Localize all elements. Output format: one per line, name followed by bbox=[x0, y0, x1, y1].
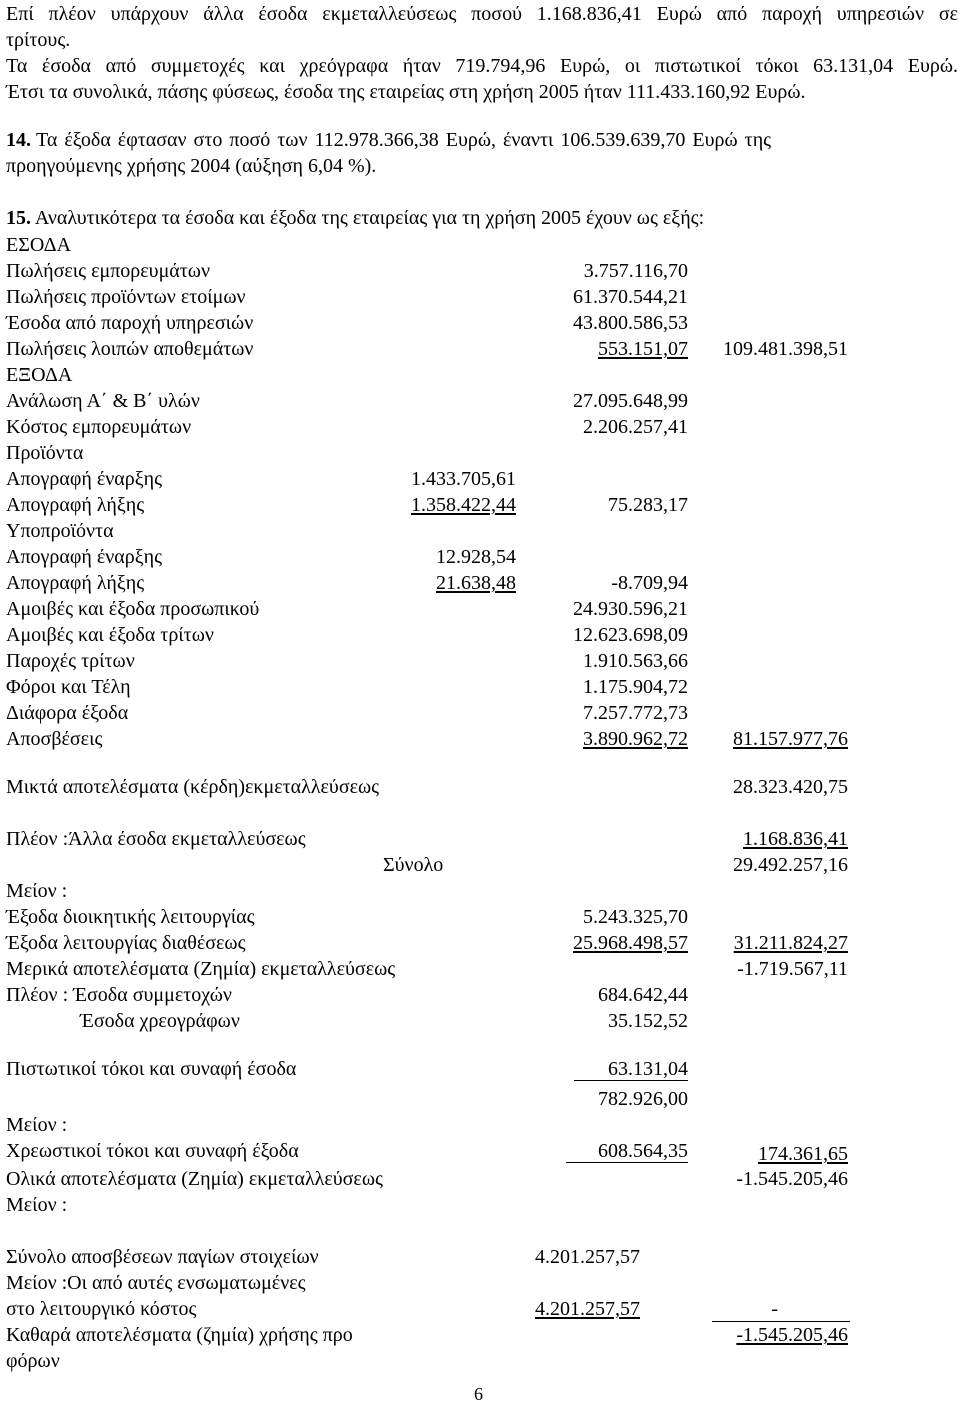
value: 782.926,00 bbox=[598, 1088, 688, 1110]
table-row bbox=[0, 726, 960, 752]
row-label: Παροχές τρίτων bbox=[6, 650, 135, 672]
row-value-c2: 61.370.544,21 bbox=[573, 286, 688, 308]
row-value-c1: 1.433.705,61 bbox=[411, 468, 516, 490]
row-label: Φόροι και Τέλη bbox=[6, 676, 131, 698]
value: 174.361,65 bbox=[758, 1143, 848, 1165]
label: Μείον : bbox=[6, 1194, 68, 1216]
label: Μείον : bbox=[6, 1114, 68, 1136]
row-value-c2: 1.910.563,66 bbox=[583, 650, 688, 672]
row-value-c2: 24.930.596,21 bbox=[573, 598, 688, 620]
paragraph-15-text: Αναλυτικότερα τα έσοδα και έξοδα της εταιρείας για τη χρήση 2005 έχουν ως εξής: bbox=[34, 207, 705, 229]
value: 608.564,35 bbox=[598, 1140, 688, 1162]
label: Έξοδα λειτουργίας διαθέσεως bbox=[6, 932, 246, 954]
paragraph-14-line-2: προηγούμενης χρήσης 2004 (αύξηση 6,04 %). bbox=[6, 155, 377, 177]
label: Έσοδα χρεογράφων bbox=[80, 1010, 240, 1032]
row-label: Πωλήσεις εμπορευμάτων bbox=[6, 260, 211, 282]
row-value-c2: 553.151,07 bbox=[598, 338, 688, 360]
row-partial-results bbox=[0, 956, 960, 982]
underline-credit bbox=[574, 1080, 688, 1081]
row-minus-included bbox=[0, 1270, 960, 1296]
label: Μείον :Οι από αυτές ενσωματωμένες bbox=[6, 1272, 306, 1294]
table-row bbox=[0, 440, 960, 466]
label: Σύνολο αποσβέσεων παγίων στοιχείων bbox=[6, 1246, 319, 1268]
row-label: Αμοιβές και έξοδα προσωπικού bbox=[6, 598, 260, 620]
row-value-c2: 7.257.772,73 bbox=[583, 702, 688, 724]
value: 4.201.257,57 bbox=[535, 1298, 640, 1320]
label: Χρεωστικοί τόκοι και συναφή έξοδα bbox=[6, 1140, 299, 1162]
row-credit-sum bbox=[0, 1086, 960, 1112]
row-value-c2: 27.095.648,99 bbox=[573, 390, 688, 412]
table-row bbox=[0, 518, 960, 544]
label: Πιστωτικοί τόκοι και συναφή έσοδα bbox=[6, 1058, 297, 1080]
row-depreciation-total bbox=[0, 1244, 960, 1270]
row-distribution-expenses bbox=[0, 930, 960, 956]
table-row bbox=[0, 544, 960, 570]
value: -1.719.567,11 bbox=[737, 958, 848, 980]
row-label: Διάφορα έξοδα bbox=[6, 702, 129, 724]
row-operating-cost bbox=[0, 1296, 960, 1322]
row-value-c2: 75.283,17 bbox=[608, 494, 688, 516]
label: φόρων bbox=[6, 1350, 60, 1372]
value: 684.642,44 bbox=[598, 984, 688, 1006]
table-row bbox=[0, 388, 960, 414]
row-value-c2: 12.623.698,09 bbox=[573, 624, 688, 646]
table-row bbox=[0, 622, 960, 648]
table-row bbox=[0, 362, 960, 388]
row-label: Πωλήσεις λοιπών αποθεμάτων bbox=[6, 338, 254, 360]
row-label: Έσοδα από παροχή υπηρεσιών bbox=[6, 312, 254, 334]
table-row bbox=[0, 570, 960, 596]
table-row bbox=[0, 700, 960, 726]
paragraph-14-line-1 bbox=[6, 128, 958, 152]
table-row bbox=[0, 674, 960, 700]
row-value-c3: 109.481.398,51 bbox=[723, 338, 848, 360]
label: Σύνολο bbox=[383, 854, 444, 876]
paragraph-13-line-2: τρίτους. bbox=[6, 29, 71, 51]
label: Μείον : bbox=[6, 880, 68, 902]
label: Έξοδα διοικητικής λειτουργίας bbox=[6, 906, 255, 928]
row-value-c2: 3.757.116,70 bbox=[583, 260, 688, 282]
value: -1.545.205,46 bbox=[736, 1324, 848, 1346]
label: Μερικά αποτελέσματα (Ζημία) εκμεταλλεύσεως bbox=[6, 958, 396, 980]
row-label: Απογραφή λήξης bbox=[6, 494, 145, 516]
row-label: Αποσβέσεις bbox=[6, 728, 103, 750]
dash: - bbox=[771, 1298, 778, 1320]
table-row bbox=[0, 336, 960, 362]
value: 28.323.420,75 bbox=[733, 776, 848, 798]
row-value-c1: 12.928,54 bbox=[436, 546, 516, 568]
value: 25.968.498,57 bbox=[573, 932, 688, 954]
row-value-c2: 43.800.586,53 bbox=[573, 312, 688, 334]
row-value-c2: 3.890.962,72 bbox=[583, 728, 688, 750]
table-row bbox=[0, 466, 960, 492]
row-value-c2: -8.709,94 bbox=[611, 572, 688, 594]
table-row bbox=[0, 648, 960, 674]
row-value-c3: 81.157.977,76 bbox=[733, 728, 848, 750]
label: Καθαρά αποτελέσματα (ζημία) χρήσης προ bbox=[6, 1324, 353, 1346]
row-label: Κόστος εμπορευμάτων bbox=[6, 416, 192, 438]
label: στο λειτουργικό κόστος bbox=[6, 1298, 197, 1320]
paragraph-15 bbox=[6, 206, 704, 230]
total: 31.211.824,27 bbox=[733, 932, 848, 954]
table-row bbox=[0, 258, 960, 284]
row-other-income bbox=[0, 826, 960, 852]
row-label: Απογραφή λήξης bbox=[6, 572, 145, 594]
label: Ολικά αποτελέσματα (Ζημία) εκμεταλλεύσεως bbox=[6, 1168, 383, 1190]
page-number: 6 bbox=[474, 1384, 483, 1404]
row-label: ΕΞΟΔΑ bbox=[6, 364, 73, 386]
value: 63.131,04 bbox=[608, 1058, 688, 1080]
row-value-c1: 1.358.422,44 bbox=[411, 494, 516, 516]
row-label: Απογραφή έναρξης bbox=[6, 468, 163, 490]
row-minus-3 bbox=[0, 1192, 960, 1218]
row-value-c2: 1.175.904,72 bbox=[583, 676, 688, 698]
row-label: Απογραφή έναρξης bbox=[6, 546, 163, 568]
paragraph-15-number: 15. bbox=[6, 207, 31, 229]
paragraph-13-line-4: Έτσι τα συνολικά, πάσης φύσεως, έσοδα της εταιρείας στη χρήση 2005 ήταν 111.433.160,92 Ευρώ. bbox=[6, 81, 806, 103]
row-participation-income bbox=[0, 982, 960, 1008]
label: Πλέον : Έσοδα συμμετοχών bbox=[6, 984, 232, 1006]
row-minus-2 bbox=[0, 1112, 960, 1138]
row-value-c1: 21.638,48 bbox=[436, 572, 516, 594]
paragraph-13-line-3: Τα έσοδα από συμμετοχές και χρεόγραφα ήταν 719.794,96 Ευρώ, οι πιστωτικοί τόκοι 63.131,04 Ευρώ. bbox=[6, 55, 958, 77]
label: Πλέον :Άλλα έσοδα εκμεταλλεύσεως bbox=[6, 828, 306, 850]
row-net-results-l2 bbox=[0, 1348, 960, 1374]
paragraph-14-number: 14. bbox=[6, 129, 31, 151]
value: 35.152,52 bbox=[608, 1010, 688, 1032]
row-gross-results bbox=[0, 774, 960, 800]
row-minus-1 bbox=[0, 878, 960, 904]
table-row bbox=[0, 414, 960, 440]
row-securities-income bbox=[0, 1008, 960, 1034]
paragraph-14-text: Τα έξοδα έφτασαν στο ποσό των 112.978.366,38 Ευρώ, έναντι 106.539.639,70 Ευρώ της bbox=[36, 129, 772, 151]
row-label: Πωλήσεις προϊόντων ετοίμων bbox=[6, 286, 246, 308]
row-label: Υποπροϊόντα bbox=[6, 520, 114, 542]
row-label: Προϊόντα bbox=[6, 442, 84, 464]
table-row bbox=[0, 310, 960, 336]
table-row bbox=[0, 232, 960, 258]
row-label: ΕΣΟΔΑ bbox=[6, 234, 72, 256]
row-label: Ανάλωση Α΄ & Β΄ υλών bbox=[6, 390, 200, 412]
table-row bbox=[0, 596, 960, 622]
value: 5.243.325,70 bbox=[583, 906, 688, 928]
row-admin-expenses bbox=[0, 904, 960, 930]
row-overall-results bbox=[0, 1166, 960, 1192]
paragraph-13-line-1: Επί πλέον υπάρχουν άλλα έσοδα εκμεταλλεύσεως ποσού 1.168.836,41 Ευρώ από παροχή υπηρεσιών σε bbox=[6, 3, 958, 25]
value: -1.545.205,46 bbox=[736, 1168, 848, 1190]
table-row bbox=[0, 492, 960, 518]
value: 29.492.257,16 bbox=[733, 854, 848, 876]
value: 1.168.836,41 bbox=[743, 828, 848, 850]
value: 4.201.257,57 bbox=[535, 1246, 640, 1268]
table-row bbox=[0, 284, 960, 310]
row-debit-net bbox=[0, 1141, 960, 1167]
row-total bbox=[0, 852, 960, 878]
label: Μικτά αποτελέσματα (κέρδη)εκμεταλλεύσεως bbox=[6, 776, 380, 798]
row-net-results bbox=[0, 1322, 960, 1348]
row-label: Αμοιβές και έξοδα τρίτων bbox=[6, 624, 214, 646]
row-credit-interest bbox=[0, 1056, 960, 1082]
row-value-c2: 2.206.257,41 bbox=[583, 416, 688, 438]
